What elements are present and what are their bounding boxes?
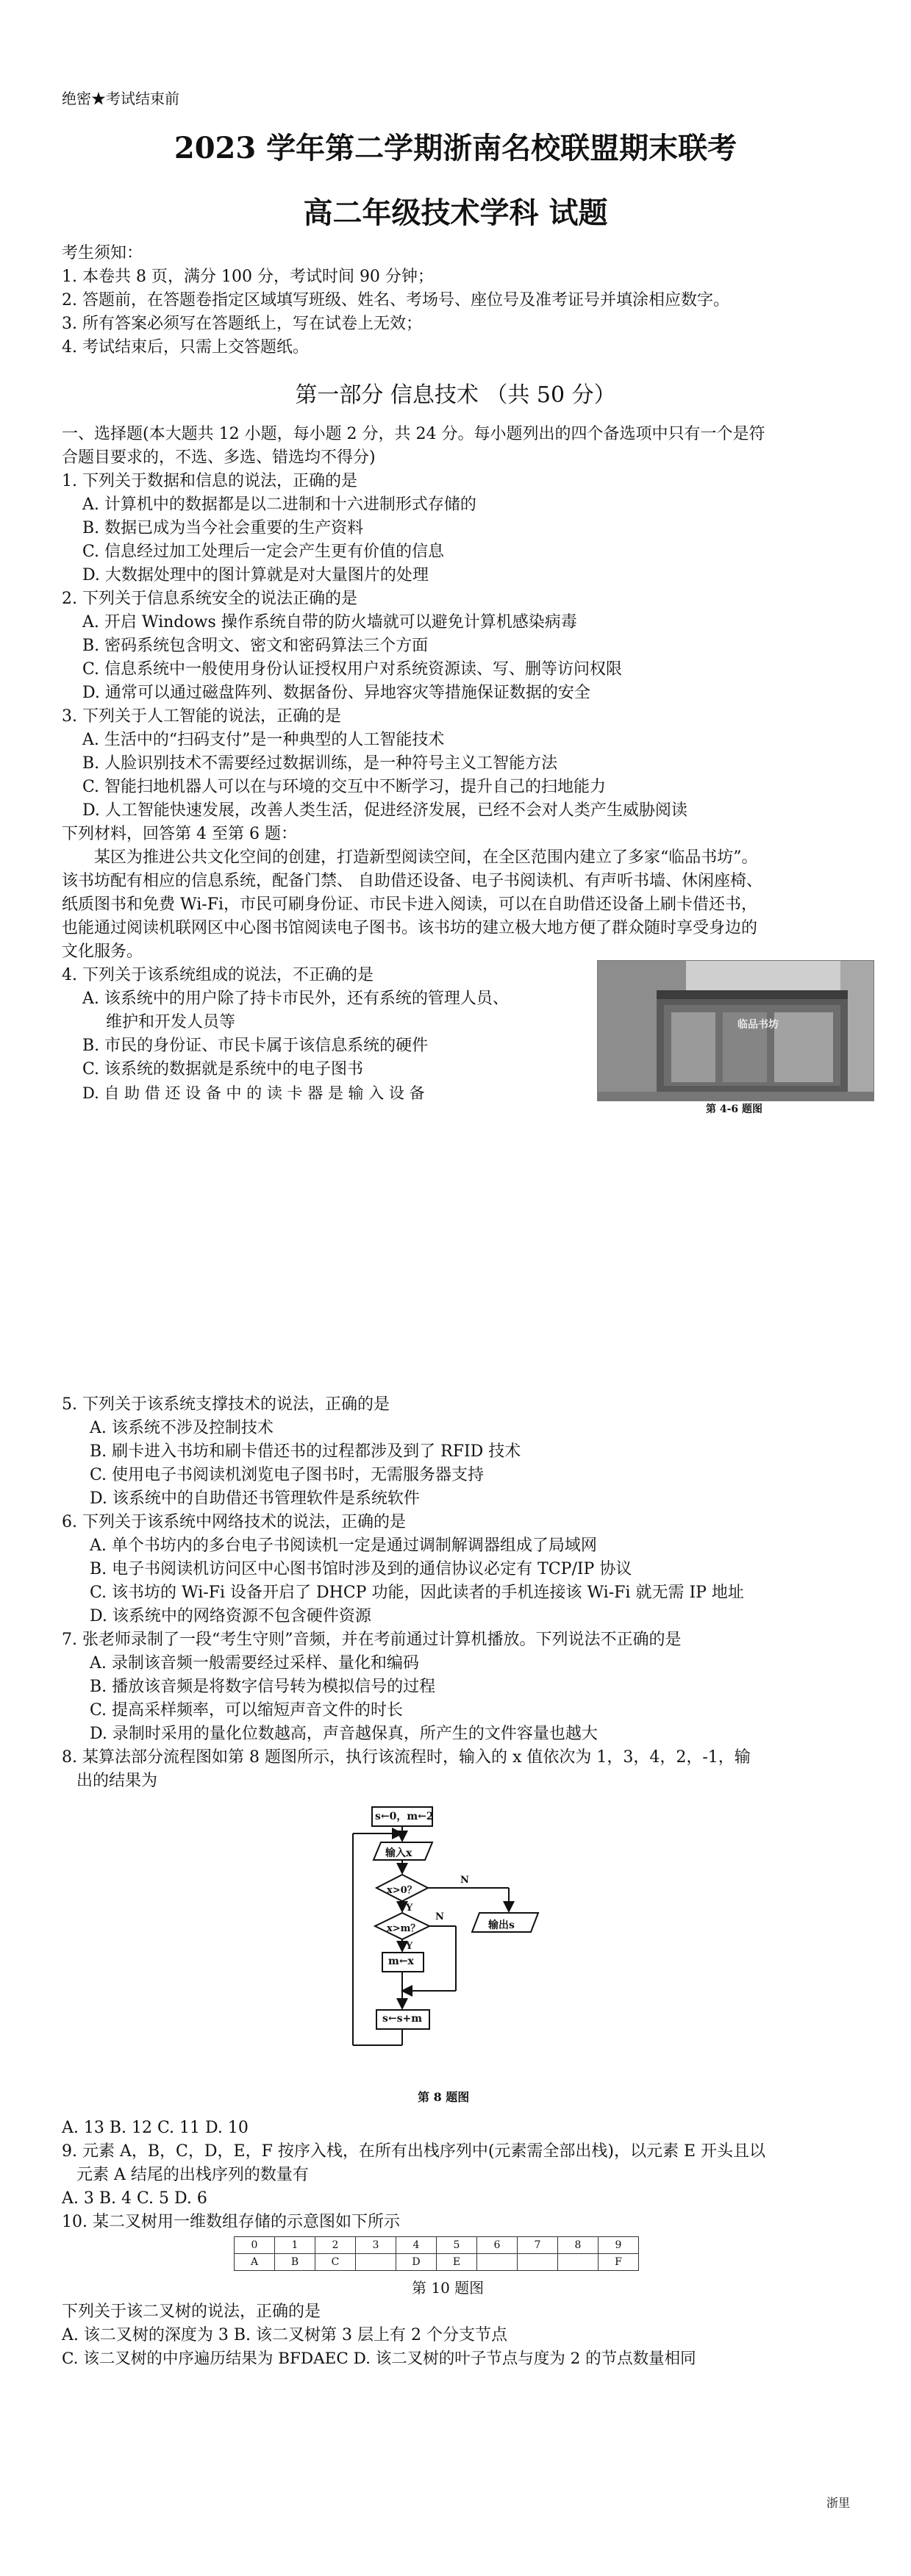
flow-yes-label: Y [406, 1941, 413, 1952]
value-cell: B [275, 2254, 315, 2271]
question-stem-continued: 元素 A 结尾的出栈序列的数量有 [76, 2166, 309, 2184]
option: D. 人工智能快速发展，改善人类生活，促进经济发展，已经不会对人类产生威胁阅读 [82, 801, 687, 820]
question-stem: 8. 某算法部分流程图如第 8 题图所示，执行该流程时，输入的 x 值依次为 1，3，4，2，-1，输 [62, 1748, 751, 1767]
value-cell: F [599, 2254, 639, 2271]
notice-heading: 考生须知： [62, 244, 143, 262]
option: B. 市民的身份证、市民卡属于该信息系统的硬件 [82, 1037, 429, 1055]
value-row [235, 2254, 639, 2271]
question-stem: 9. 元素 A，B，C，D，E，F 按序入栈，在所有出栈序列中(元素需全部出栈)，以元素 E 开头且以 [62, 2142, 766, 2161]
option: D. 该系统中的自助借还书管理软件是系统软件 [90, 1489, 420, 1508]
index-cell: 5 [437, 2237, 477, 2254]
question-stem: 3. 下列关于人工智能的说法，正确的是 [62, 707, 341, 726]
material-line: 文化服务。 [62, 942, 143, 961]
question-prompt: 下列关于该二叉树的说法，正确的是 [62, 2303, 321, 2321]
index-row [235, 2237, 639, 2254]
option: C. 信息系统中一般使用身份认证授权用户对系统资源读、写、删等访问权限 [82, 660, 623, 679]
option: D. 录制时采用的量化位数越高，声音越保真，所产生的文件容量也越大 [90, 1725, 598, 1743]
flow-no-label: N [435, 1911, 444, 1922]
section-heading: 第一部分 信息技术 （共 50 分） [295, 382, 616, 408]
index-cell: 8 [558, 2237, 599, 2254]
value-cell [477, 2254, 518, 2271]
flow-init-text: s←0，m←2 [375, 1811, 434, 1822]
option: C. 信息经过加工处理后一定会产生更有价值的信息 [82, 543, 445, 561]
option: C. 该系统的数据就是系统中的电子图书 [82, 1060, 364, 1078]
array-table [234, 2236, 639, 2271]
flow-assign-m-text: m←x [388, 1956, 414, 1967]
option: A. 开启 Windows 操作系统自带的防火墙就可以避免计算机感染病毒 [82, 613, 577, 632]
option: B. 刷卡进入书坊和刷卡借还书的过程都涉及到了 RFID 技术 [90, 1442, 521, 1461]
flow-cond1-text: x>0？ [387, 1885, 417, 1896]
flow-assign-s-text: s←s+m [382, 2013, 423, 2025]
index-cell: 7 [518, 2237, 558, 2254]
flow-cond2-text: x>m？ [387, 1923, 421, 1934]
value-cell [356, 2254, 396, 2271]
question-stem: 1. 下列关于数据和信息的说法，正确的是 [62, 472, 357, 490]
option: C. 使用电子书阅读机浏览电子图书时，无需服务器支持 [90, 1466, 485, 1484]
bookstore-photo [597, 960, 874, 1101]
option: A. 生活中的“扫码支付”是一种典型的人工智能技术 [82, 731, 445, 749]
question-stem: 6. 下列关于该系统中网络技术的说法，正确的是 [62, 1513, 406, 1531]
page-footer: 浙里 [826, 2496, 851, 2510]
option: B. 电子书阅读机访问区中心图书馆时涉及到的通信协议必定有 TCP/IP 协议 [90, 1560, 632, 1578]
secret-mark: 绝密★考试结束前 [62, 90, 179, 107]
bookstore-illustration [598, 961, 874, 1101]
question-stem: 5. 下列关于该系统支撑技术的说法，正确的是 [62, 1395, 390, 1414]
option: A. 录制该音频一般需要经过采样、量化和编码 [90, 1654, 419, 1672]
material-line: 某区为推进公共文化空间的创建，打造新型阅读空间，在全区范围内建立了多家“临品书坊”。 [94, 848, 758, 867]
question-stem: 2. 下列关于信息系统安全的说法正确的是 [62, 590, 357, 608]
index-cell: 1 [275, 2237, 315, 2254]
options-row: A. 13 B. 12 C. 11 D. 10 [62, 2119, 249, 2137]
intro-line: 合题目要求的，不选、多选、错选均不得分) [62, 448, 376, 467]
array-caption: 第 10 题图 [412, 2279, 485, 2297]
notice-item: 4. 考试结束后，只需上交答题纸。 [62, 338, 309, 357]
option: A. 该系统中的用户除了持卡市民外，还有系统的管理人员、 [82, 990, 509, 1008]
value-cell [518, 2254, 558, 2271]
value-cell: C [315, 2254, 356, 2271]
option: B. 播放该音频是将数字信号转为模拟信号的过程 [90, 1678, 436, 1696]
index-cell: 2 [315, 2237, 356, 2254]
flow-input-text: 输入x [385, 1847, 412, 1859]
flow-yes-label: Y [406, 1903, 413, 1914]
index-cell: 4 [396, 2237, 437, 2254]
question-stem: 10. 某二叉树用一维数组存储的示意图如下所示 [62, 2213, 400, 2231]
option: D. 自 助 借 还 设 备 中 的 读 卡 器 是 输 入 设 备 [82, 1084, 425, 1102]
options-row: C. 该二叉树的中序遍历结果为 BFDAEC D. 该二叉树的叶子节点与度为 2 的节点数量相同 [62, 2350, 696, 2368]
options-row: A. 3 B. 4 C. 5 D. 6 [62, 2189, 207, 2208]
exam-title: 2023 学年第二学期浙南名校联盟期末联考 [174, 131, 737, 165]
option: B. 密码系统包含明文、密文和密码算法三个方面 [82, 637, 429, 655]
question-stem: 4. 下列关于该系统组成的说法，不正确的是 [62, 966, 374, 984]
flow-output-text: 输出s [488, 1920, 515, 1931]
index-cell: 6 [477, 2237, 518, 2254]
notice-item: 3. 所有答案必须写在答题纸上，写在试卷上无效； [62, 315, 422, 333]
index-cell: 3 [356, 2237, 396, 2254]
option-continued: 维护和开发人员等 [106, 1013, 236, 1031]
question-stem: 7. 张老师录制了一段“考生守则”音频，并在考前通过计算机播放。下列说法不正确的是 [62, 1631, 682, 1649]
option: D. 大数据处理中的图计算就是对大量图片的处理 [82, 566, 429, 584]
exam-subtitle: 高二年级技术学科 试题 [303, 196, 608, 230]
notice-item: 2. 答题前，在答题卷指定区域填写班级、姓名、考场号、座位号及准考证号并填涂相应数字。 [62, 291, 729, 310]
material-line: 也能通过阅读机联网区中心图书馆阅读电子图书。该书坊的建立极大地方便了群众随时享受身边的 [62, 919, 758, 937]
question-stem-continued: 出的结果为 [76, 1772, 158, 1790]
flowchart [346, 1801, 566, 2081]
value-cell: E [437, 2254, 477, 2271]
option: C. 智能扫地机器人可以在与环境的交互中不断学习，提升自己的扫地能力 [82, 778, 607, 796]
material-line: 该书坊配有相应的信息系统，配备门禁、 自助借还设备、电子书阅读机、有声听书墙、休闲座椅、 [62, 872, 762, 890]
value-cell [558, 2254, 599, 2271]
value-cell: A [235, 2254, 275, 2271]
index-cell: 9 [599, 2237, 639, 2254]
photo-sign: 临品书坊 [737, 1019, 779, 1031]
option: A. 该系统不涉及控制技术 [90, 1419, 274, 1437]
option: B. 数据已成为当今社会重要的生产资料 [82, 519, 364, 537]
option: D. 通常可以通过磁盘阵列、数据备份、异地容灾等措施保证数据的安全 [82, 684, 590, 702]
option: B. 人脸识别技术不需要经过数据训练，是一种符号主义工智能方法 [82, 754, 558, 773]
flowchart-caption: 第 8 题图 [418, 2090, 470, 2104]
option: C. 该书坊的 Wi-Fi 设备开启了 DHCP 功能，因此读者的手机连接该 Wi-Fi 就无需 IP 地址 [90, 1584, 744, 1602]
intro-line: 一、选择题(本大题共 12 小题，每小题 2 分，共 24 分。每小题列出的四个备选项中只有一个是符 [62, 425, 765, 443]
material-lead: 下列材料，回答第 4 至第 6 题： [62, 825, 297, 843]
option: D. 该系统中的网络资源不包含硬件资源 [90, 1607, 371, 1625]
notice-item: 1. 本卷共 8 页，满分 100 分，考试时间 90 分钟； [62, 268, 434, 286]
material-line: 纸质图书和免费 Wi-Fi，市民可刷身份证、市民卡进入阅读，可以在自助借还设备上刷卡借还书， [62, 895, 757, 914]
options-row: A. 该二叉树的深度为 3 B. 该二叉树第 3 层上有 2 个分支节点 [62, 2326, 507, 2344]
index-cell: 0 [235, 2237, 275, 2254]
figure-caption: 第 4-6 题图 [706, 1103, 763, 1115]
option: A. 单个书坊内的多台电子书阅读机一定是通过调制解调器组成了局域网 [90, 1536, 597, 1555]
option: A. 计算机中的数据都是以二进制和十六进制形式存储的 [82, 495, 476, 514]
flow-no-label: N [460, 1875, 469, 1886]
option: C. 提高采样频率，可以缩短声音文件的时长 [90, 1701, 404, 1720]
value-cell: D [396, 2254, 437, 2271]
